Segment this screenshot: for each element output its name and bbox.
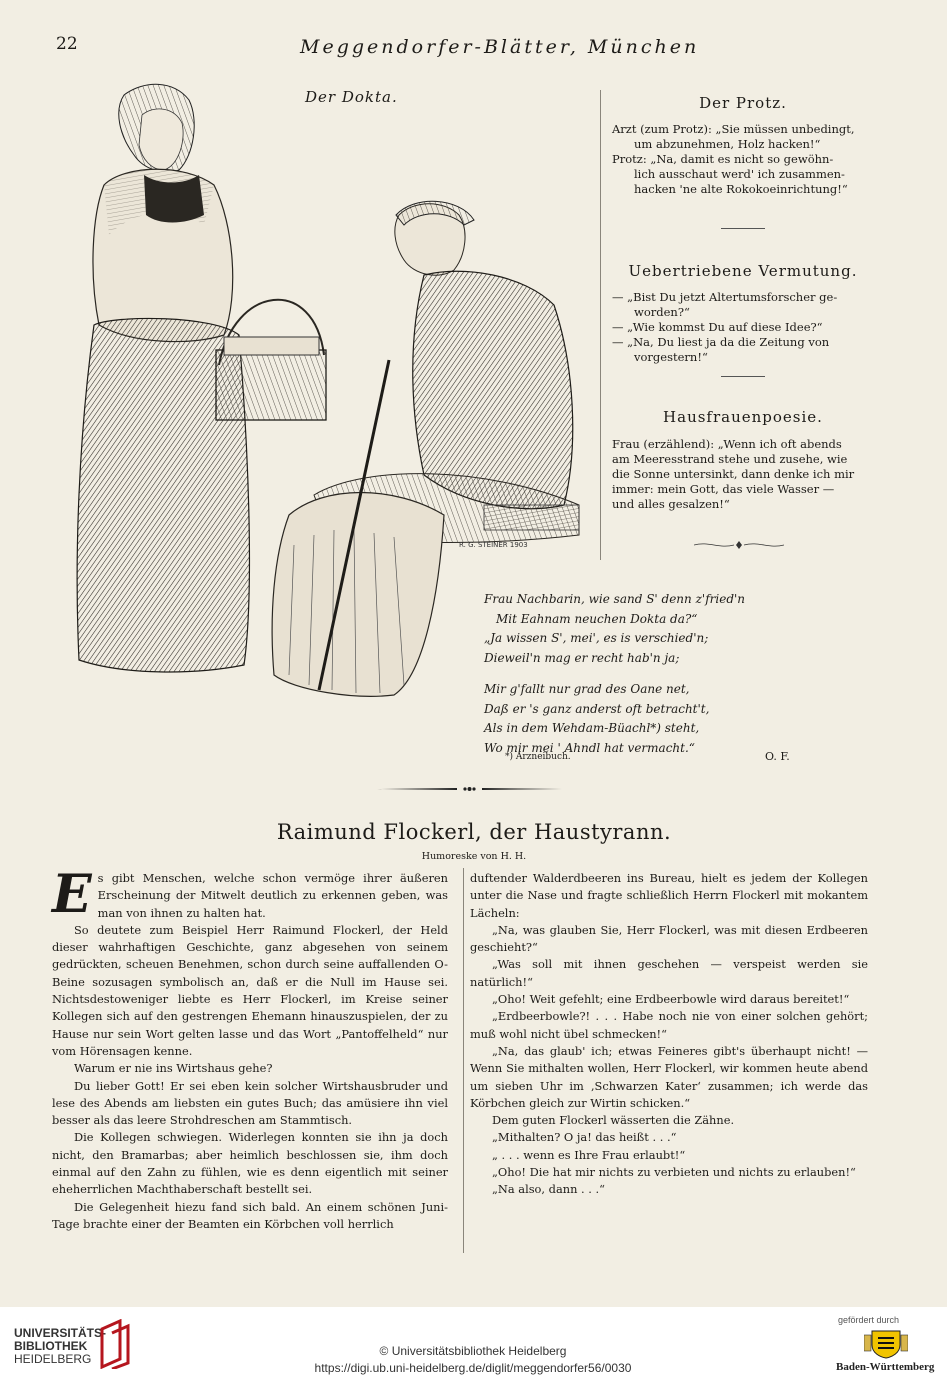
library-line: UNIVERSITÄTS- [14, 1326, 107, 1340]
vermutung-line: worden?“ [634, 305, 690, 319]
section-text-protz [612, 122, 880, 197]
poem-author: O. F. [765, 750, 790, 763]
poem-line: Daß er 's ganz anderst oft betracht't, [484, 701, 710, 716]
section-title-vermutung: Uebertriebene Vermutung. [628, 262, 858, 280]
paragraph: „Oho! Die hat mir nichts zu verbieten und nichts zu erlauben!“ [492, 1165, 856, 1180]
paragraph: „Na, das glaub' ich; etwas Feineres gibt's überhaupt nicht! — Wenn Sie mithalten wollen, Herr Flockerl, wir kommen heute abend um sieben Uhr im ‚Schwarzen Kater‘ zusammen; ich werde das Körbchen gleich zur Wirtin schicken.“ [470, 1043, 868, 1110]
article-title: Raimund Flockerl, der Haustyrann. [276, 820, 672, 844]
protz-line: Arzt (zum Protz): „Sie müssen unbedingt, [612, 122, 855, 136]
page-number: 22 [56, 34, 78, 54]
poem-line: Dieweil'n mag er recht hab'n ja; [484, 650, 680, 665]
poem [484, 590, 804, 758]
paragraph: „ . . . wenn es Ihre Frau erlaubt!“ [492, 1147, 686, 1162]
column-rule [600, 90, 601, 560]
copyright-line: © Universitätsbibliothek Heidelberg [379, 1344, 567, 1358]
drop-cap: E [52, 864, 92, 925]
illustration-signature: R. G. STEINER 1903 [459, 541, 528, 549]
article-right-column [470, 870, 868, 1199]
paragraph: Die Gelegenheit hiezu fand sich bald. An einem schönen Juni-Tage brachte einer der Beamten ein Körbchen voll herrlich [52, 1199, 448, 1231]
protz-line: hacken 'ne alte Rokokoeinrichtung!“ [634, 182, 848, 196]
paragraph: So deutete zum Beispiel Herr Raimund Flockerl, der Held dieser wahrhaftigen Geschichte, ganz abgesehen von seinem gedrückten, scheuen Benehmen, schon durch seine auffallenden O-Beine sozusagen symbolisch an, daß er die Null im Hause sei. Nichtsdestoweniger liebte es Herr Flockerl, im Kreise seiner Kollegen sich auf den gestrengen Ehemann hinauszuspielen, der zu Hause nur sein Wort gelten lasse und das Wort „Pantoffelheld“ nur vom Hörensagen kenne. [52, 922, 448, 1058]
hausfrau-line: die Sonne untersinkt, dann denke ich mir [612, 467, 855, 481]
divider-ornament-icon [377, 785, 562, 793]
hausfrau-line: immer: mein Gott, das viele Wasser — [612, 482, 835, 496]
funded-by-label: gefördert durch [838, 1315, 900, 1325]
hausfrau-line: am Meeresstrand stehe und zusehe, wie [612, 452, 848, 466]
section-text-vermutung [612, 290, 880, 365]
paragraph: „Oho! Weit gefehlt; eine Erdbeerbowle wird daraus bereitet!“ [492, 992, 850, 1007]
poem-line: „Ja wissen S', mei', es is verschied'n; [484, 631, 709, 645]
separator-rule [721, 376, 765, 377]
footer-bar [0, 1307, 947, 1379]
paragraph: „Mithalten? O ja! das heißt . . .“ [492, 1130, 677, 1145]
vermutung-line: — „Na, Du liest ja da die Zeitung von [612, 335, 830, 349]
source-url-link[interactable]: https://digi.ub.uni-heidelberg.de/diglit/meggendorfer56/0030 [314, 1361, 632, 1375]
paragraph: duftender Walderdbeeren ins Bureau, hielt es jedem der Kollegen unter die Nase und fragte schließlich Herrn Flockerl mit mokantem Lächeln: [470, 871, 868, 920]
poem-line: Frau Nachbarin, wie sand S' denn z'fried'n [484, 592, 746, 606]
section-text-hausfrau [612, 437, 880, 512]
vermutung-line: — „Bist Du jetzt Altertumsforscher ge- [612, 290, 838, 304]
separator-rule [721, 228, 765, 229]
poem-line: Mir g'fallt nur grad des Oane net, [484, 682, 690, 696]
library-logo-text[interactable] [14, 1327, 106, 1366]
paragraph: „Na also, dann . . .“ [492, 1182, 605, 1197]
protz-line: Protz: „Na, damit es nicht so gewöhn- [612, 152, 834, 166]
vermutung-line: vorgestern!“ [634, 350, 708, 364]
poem-line: Als in dem Wehdam-Büachl*) steht, [484, 721, 700, 735]
paragraph: Dem guten Flockerl wässerten die Zähne. [492, 1113, 735, 1128]
article-byline: Humoreske von H. H. [421, 851, 527, 862]
running-title: Meggendorfer-Blätter, München [300, 36, 700, 58]
poem-line: Wo mir mei ' Ahndl hat vermacht.“ [484, 740, 695, 755]
illustration-title: Der Dokta. [305, 88, 398, 106]
paragraph: s gibt Menschen, welche schon vermöge ihrer äußeren Erscheinung der Mitwelt deutlich zu erkennen geben, was man von ihnen zu halten hat. [97, 871, 448, 920]
poem-line: Mit Eahnam neuchen Dokta da?“ [496, 611, 698, 626]
column-rule [463, 868, 464, 1253]
basket [216, 300, 326, 420]
library-line: BIBLIOTHEK [14, 1339, 88, 1353]
article-left-column [52, 864, 448, 1233]
paragraph: Die Kollegen schwiegen. Widerlegen konnten sie ihn ja doch nicht, den Bramarbas; aber heimlich beschlossen sie, ihm doch einmal auf den Zahn zu fühlen, wie es denn eigentlich mit seiner eheherrlichen Machthaberschaft bestellt sei. [52, 1130, 448, 1197]
paragraph: „Was soll mit ihnen geschehen — verspeist werden sie natürlich!“ [470, 957, 868, 989]
coat-of-arms-icon [864, 1329, 908, 1359]
protz-line: lich ausschaut werd' ich zusammen- [634, 167, 845, 181]
section-title-protz: Der Protz. [699, 94, 787, 112]
paragraph: Du lieber Gott! Er sei eben kein solcher Wirtshausbruder und lese des Abends am liebsten ein gutes Buch; das amüsiere ihn viel besser als das leere Strohdreschen am Stammtisch. [52, 1078, 448, 1128]
paragraph: Warum er nie ins Wirtshaus gehe? [74, 1061, 273, 1076]
library-line: HEIDELBERG [14, 1352, 92, 1366]
ornament-icon [694, 540, 784, 550]
ub-logo-icon [98, 1319, 132, 1369]
paragraph: „Erdbeerbowle?! . . . Habe noch nie von einer solchen gehört; muß wohl nicht übel schmecken!“ [470, 1009, 868, 1041]
poem-footnote: *) Arzneibuch. [505, 752, 571, 762]
hausfrau-line: Frau (erzählend): „Wenn ich oft abends [612, 437, 842, 451]
paragraph: „Na, was glauben Sie, Herr Flockerl, was mit diesen Erdbeeren geschieht?“ [470, 922, 868, 955]
section-title-hausfrau: Hausfrauenpoesie. [663, 408, 823, 426]
hausfrau-line: und alles gesalzen!“ [612, 497, 730, 511]
funder-name: Baden-Württemberg [836, 1361, 935, 1373]
vermutung-line: — „Wie kommst Du auf diese Idee?“ [612, 320, 823, 334]
protz-line: um abzunehmen, Holz hacken!“ [634, 137, 821, 151]
